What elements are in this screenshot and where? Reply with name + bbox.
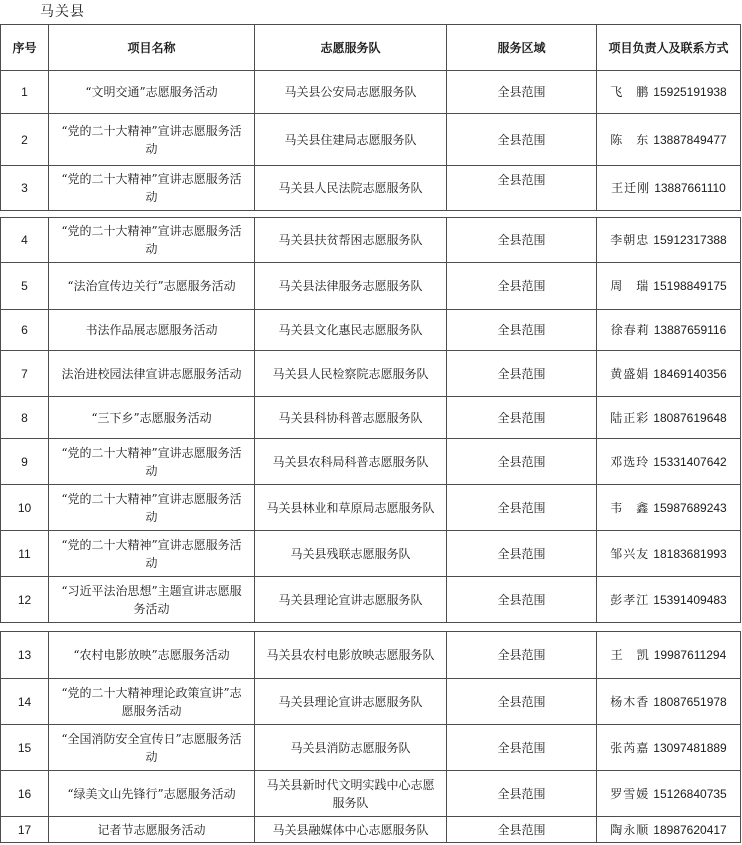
- project-name: “法治宣传边关行”志愿服务活动: [49, 263, 255, 310]
- table-row: [1, 351, 741, 397]
- table-row: [1, 679, 741, 725]
- volunteer-table-part-3: [0, 631, 741, 843]
- contact-phone: 15126840735: [653, 786, 727, 801]
- contact-person: 徐春莉: [610, 323, 650, 337]
- volunteer-team: 马关县人民法院志愿服务队: [255, 166, 447, 211]
- contact-person: 王迁刚: [611, 181, 651, 195]
- contact: [597, 485, 741, 531]
- contact-person: 王 凯: [610, 648, 650, 662]
- volunteer-team: 马关县理论宣讲志愿服务队: [255, 679, 447, 725]
- project-name: “党的二十大精神”宣讲志愿服务活动: [49, 114, 255, 166]
- table-row: [1, 397, 741, 439]
- contact: [597, 114, 741, 166]
- table-header-row: [1, 25, 741, 71]
- row-number: 9: [1, 439, 49, 485]
- row-number: 12: [1, 577, 49, 623]
- volunteer-team: 马关县扶贫帮困志愿服务队: [255, 218, 447, 263]
- row-number: 11: [1, 531, 49, 577]
- contact-person: 陈 东: [610, 132, 650, 147]
- contact: [597, 632, 741, 679]
- service-area: 全县范围: [447, 679, 597, 725]
- table-row: [1, 439, 741, 485]
- project-name: “党的二十大精神”宣讲志愿服务活动: [49, 485, 255, 531]
- row-number: 16: [1, 771, 49, 817]
- volunteer-team: 马关县消防志愿服务队: [255, 725, 447, 771]
- contact-person: 飞 鹏: [610, 85, 650, 99]
- volunteer-team: 马关县文化惠民志愿服务队: [255, 310, 447, 351]
- service-area: 全县范围: [447, 771, 597, 817]
- contact-phone: 15391409483: [653, 592, 727, 607]
- header-area: 服务区域: [447, 25, 597, 71]
- table-row: [1, 218, 741, 263]
- volunteer-team: 马关县融媒体中心志愿服务队: [255, 817, 447, 843]
- contact-phone: 18087619648: [653, 410, 727, 425]
- table-row: [1, 263, 741, 310]
- contact: [597, 263, 741, 310]
- contact-phone: 15912317388: [653, 233, 727, 247]
- service-area: 全县范围: [447, 485, 597, 531]
- header-team: 志愿服务队: [255, 25, 447, 71]
- row-number: 2: [1, 114, 49, 166]
- contact: [597, 397, 741, 439]
- table-row: [1, 817, 741, 843]
- service-area: 全县范围: [447, 218, 597, 263]
- table-row: [1, 531, 741, 577]
- contact: [597, 71, 741, 114]
- volunteer-team: 马关县农村电影放映志愿服务队: [255, 632, 447, 679]
- contact-phone: 19987611294: [653, 648, 727, 662]
- row-number: 8: [1, 397, 49, 439]
- contact-phone: 15198849175: [653, 279, 727, 293]
- table-row: [1, 771, 741, 817]
- row-number: 7: [1, 351, 49, 397]
- project-name: “全国消防安全宣传日”志愿服务活动: [49, 725, 255, 771]
- contact-person: 韦 鑫: [610, 500, 650, 515]
- row-number: 15: [1, 725, 49, 771]
- table-row: [1, 71, 741, 114]
- service-area: 全县范围: [447, 577, 597, 623]
- contact: [597, 531, 741, 577]
- project-name: 法治进校园法律宣讲志愿服务活动: [49, 351, 255, 397]
- contact-person: 周 瑞: [610, 279, 650, 293]
- table-row: [1, 577, 741, 623]
- project-name: 记者节志愿服务活动: [49, 817, 255, 843]
- service-area: 全县范围: [447, 310, 597, 351]
- project-name: “党的二十大精神”宣讲志愿服务活动: [49, 531, 255, 577]
- volunteer-team: 马关县林业和草原局志愿服务队: [255, 485, 447, 531]
- project-name: “绿美文山先锋行”志愿服务活动: [49, 771, 255, 817]
- contact-person: 张芮嘉: [610, 740, 650, 755]
- service-area: 全县范围: [447, 817, 597, 843]
- contact: [597, 679, 741, 725]
- service-area: 全县范围: [447, 439, 597, 485]
- contact-phone: 15331407642: [653, 454, 727, 469]
- contact-phone: 15925191938: [653, 85, 727, 99]
- row-number: 3: [1, 166, 49, 211]
- contact-phone: 18987620417: [653, 822, 727, 837]
- header-contact: 项目负责人及联系方式: [597, 25, 741, 71]
- project-name: 书法作品展志愿服务活动: [49, 310, 255, 351]
- contact-phone: 13887659116: [653, 323, 727, 337]
- project-name: “党的二十大精神”宣讲志愿服务活动: [49, 166, 255, 211]
- contact-phone: 13097481889: [653, 740, 727, 755]
- contact-person: 邹兴友: [610, 546, 650, 561]
- county-title: 马关县: [40, 4, 85, 20]
- contact-person: 陆正彩: [610, 410, 650, 425]
- volunteer-team: 马关县农科局科普志愿服务队: [255, 439, 447, 485]
- row-number: 6: [1, 310, 49, 351]
- contact-phone: 18183681993: [653, 546, 727, 561]
- row-number: 4: [1, 218, 49, 263]
- contact-person: 陶永顺: [610, 822, 650, 837]
- project-name: “三下乡”志愿服务活动: [49, 397, 255, 439]
- header-no: 序号: [1, 25, 49, 71]
- contact-person: 彭孝江: [610, 592, 650, 607]
- contact-phone: 13887849477: [653, 132, 727, 147]
- table-row: [1, 114, 741, 166]
- contact: [597, 577, 741, 623]
- contact-phone: 18087651978: [653, 694, 727, 709]
- volunteer-team: 马关县科协科普志愿服务队: [255, 397, 447, 439]
- volunteer-table-part-2: [0, 217, 741, 623]
- contact: [597, 166, 741, 211]
- row-number: 5: [1, 263, 49, 310]
- volunteer-table-part-1: [0, 24, 741, 211]
- table-row: [1, 632, 741, 679]
- table-row: [1, 485, 741, 531]
- project-name: “农村电影放映”志愿服务活动: [49, 632, 255, 679]
- service-area: 全县范围: [447, 632, 597, 679]
- service-area: 全县范围: [447, 71, 597, 114]
- contact-person: 黄盛娟: [610, 366, 650, 381]
- service-area: 全县范围: [447, 351, 597, 397]
- service-area: 全县范围: [447, 397, 597, 439]
- row-number: 17: [1, 817, 49, 843]
- volunteer-team: 马关县人民检察院志愿服务队: [255, 351, 447, 397]
- row-number: 14: [1, 679, 49, 725]
- contact-phone: 13887661110: [654, 181, 726, 195]
- volunteer-team: 马关县理论宣讲志愿服务队: [255, 577, 447, 623]
- header-name: 项目名称: [49, 25, 255, 71]
- service-area: 全县范围: [447, 114, 597, 166]
- project-name: “党的二十大精神”宣讲志愿服务活动: [49, 439, 255, 485]
- contact: [597, 351, 741, 397]
- contact: [597, 725, 741, 771]
- contact-person: 李朝忠: [610, 233, 650, 247]
- volunteer-team: 马关县法律服务志愿服务队: [255, 263, 447, 310]
- contact: [597, 439, 741, 485]
- contact-person: 邓选玲: [610, 454, 650, 469]
- contact: [597, 218, 741, 263]
- table-row: [1, 310, 741, 351]
- volunteer-team: 马关县残联志愿服务队: [255, 531, 447, 577]
- project-name: “习近平法治思想”主题宣讲志愿服务活动: [49, 577, 255, 623]
- contact-phone: 15987689243: [653, 500, 727, 515]
- project-name: “党的二十大精神”宣讲志愿服务活动: [49, 218, 255, 263]
- project-name: “党的二十大精神理论政策宣讲”志愿服务活动: [49, 679, 255, 725]
- contact-phone: 18469140356: [653, 366, 727, 381]
- contact: [597, 771, 741, 817]
- project-name: “文明交通”志愿服务活动: [49, 71, 255, 114]
- service-area: 全县范围: [447, 263, 597, 310]
- service-area: 全县范围: [447, 531, 597, 577]
- contact-person: 杨木香: [610, 694, 650, 709]
- volunteer-team: 马关县新时代文明实践中心志愿服务队: [255, 771, 447, 817]
- contact: [597, 310, 741, 351]
- row-number: 10: [1, 485, 49, 531]
- row-number: 13: [1, 632, 49, 679]
- contact: [597, 817, 741, 843]
- row-number: 1: [1, 71, 49, 114]
- contact-person: 罗雪媛: [610, 786, 650, 801]
- service-area: 全县范围: [447, 166, 597, 211]
- table-row: [1, 166, 741, 211]
- volunteer-team: 马关县公安局志愿服务队: [255, 71, 447, 114]
- service-area: 全县范围: [447, 725, 597, 771]
- table-row: [1, 725, 741, 771]
- volunteer-team: 马关县住建局志愿服务队: [255, 114, 447, 166]
